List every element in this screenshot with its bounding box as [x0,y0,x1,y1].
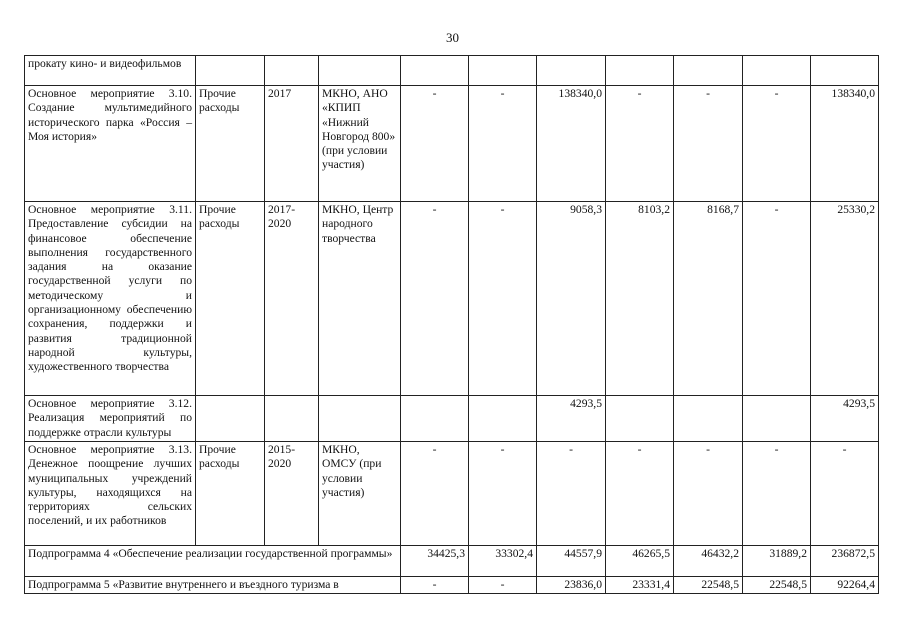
period: 2017-2020 [265,202,319,396]
row-description: Основное мероприятие 3.13. Денежное поощрение лучших муниципальных учреждений культуры, находящихся на территориях сельских поселений, и их работников [25,442,196,546]
value-cell: - [743,86,811,202]
value-cell: - [469,577,537,594]
table-row [25,56,879,86]
value-cell: 34425,3 [401,546,469,577]
value-cell: 46265,5 [606,546,674,577]
executor: МКНО, ОМСУ (при условии участия) [319,442,401,546]
expense-type: Прочие расходы [196,86,265,202]
value-cell: - [401,442,469,546]
value-cell: 4293,5 [537,396,606,442]
value-cell: - [469,86,537,202]
value-cell [469,396,537,442]
page-number: 30 [446,30,459,45]
value-cell: - [743,202,811,396]
value-cell: 138340,0 [537,86,606,202]
value-cell: 23331,4 [606,577,674,594]
row-description: Основное мероприятие 3.11. Предоставление субсидии на финансовое обеспечение выполнения государственного задания на оказание государственной услуги по методическому и организационному обеспечению сохранения, поддержки и развития традиционной народной культуры, художественного творчества [25,202,196,396]
value-cell: - [401,86,469,202]
executor: МКНО, АНО «КПИП «Нижний Новгород 800» (при условии участия) [319,86,401,202]
value-cell: 23836,0 [537,577,606,594]
value-cell [606,396,674,442]
period: 2015-2020 [265,442,319,546]
expense-type: Прочие расходы [196,442,265,546]
table-row [25,577,879,594]
value-cell: 8103,2 [606,202,674,396]
value-cell: 4293,5 [811,396,879,442]
value-cell: - [401,202,469,396]
value-cell: - [537,442,606,546]
value-cell: - [674,442,743,546]
value-cell: 31889,2 [743,546,811,577]
value-cell: 22548,5 [674,577,743,594]
value-cell: 25330,2 [811,202,879,396]
value-cell: - [469,202,537,396]
value-cell [401,396,469,442]
table-row [25,86,879,202]
value-cell: - [401,577,469,594]
row-description: Основное мероприятие 3.10. Создание мультимедийного исторического парка «Россия – Моя история» [25,86,196,202]
expense-type: Прочие расходы [196,202,265,396]
value-cell: 22548,5 [743,577,811,594]
value-cell: - [606,86,674,202]
value-cell: 44557,9 [537,546,606,577]
table-row [25,202,879,396]
row-description: Основное мероприятие 3.12. Реализация мероприятий по поддержке отрасли культуры [25,396,196,442]
period: 2017 [265,86,319,202]
value-cell: - [674,86,743,202]
row-description: прокату кино- и видеофильмов [25,56,196,86]
value-cell: 138340,0 [811,86,879,202]
value-cell: 8168,7 [674,202,743,396]
subprogram-title: Подпрограмма 5 «Развитие внутреннего и въездного туризма в [25,577,401,594]
table-row [25,546,879,577]
value-cell: - [811,442,879,546]
table-row [25,442,879,546]
value-cell: 92264,4 [811,577,879,594]
value-cell [674,396,743,442]
value-cell [743,396,811,442]
value-cell: - [606,442,674,546]
value-cell: 33302,4 [469,546,537,577]
value-cell: 236872,5 [811,546,879,577]
value-cell: - [743,442,811,546]
subprogram-title: Подпрограмма 4 «Обеспечение реализации государственной программы» [25,546,401,577]
value-cell: - [469,442,537,546]
value-cell: 46432,2 [674,546,743,577]
table-row [25,396,879,442]
executor: МКНО, Центр народного творчества [319,202,401,396]
value-cell: 9058,3 [537,202,606,396]
budget-table [24,55,879,594]
